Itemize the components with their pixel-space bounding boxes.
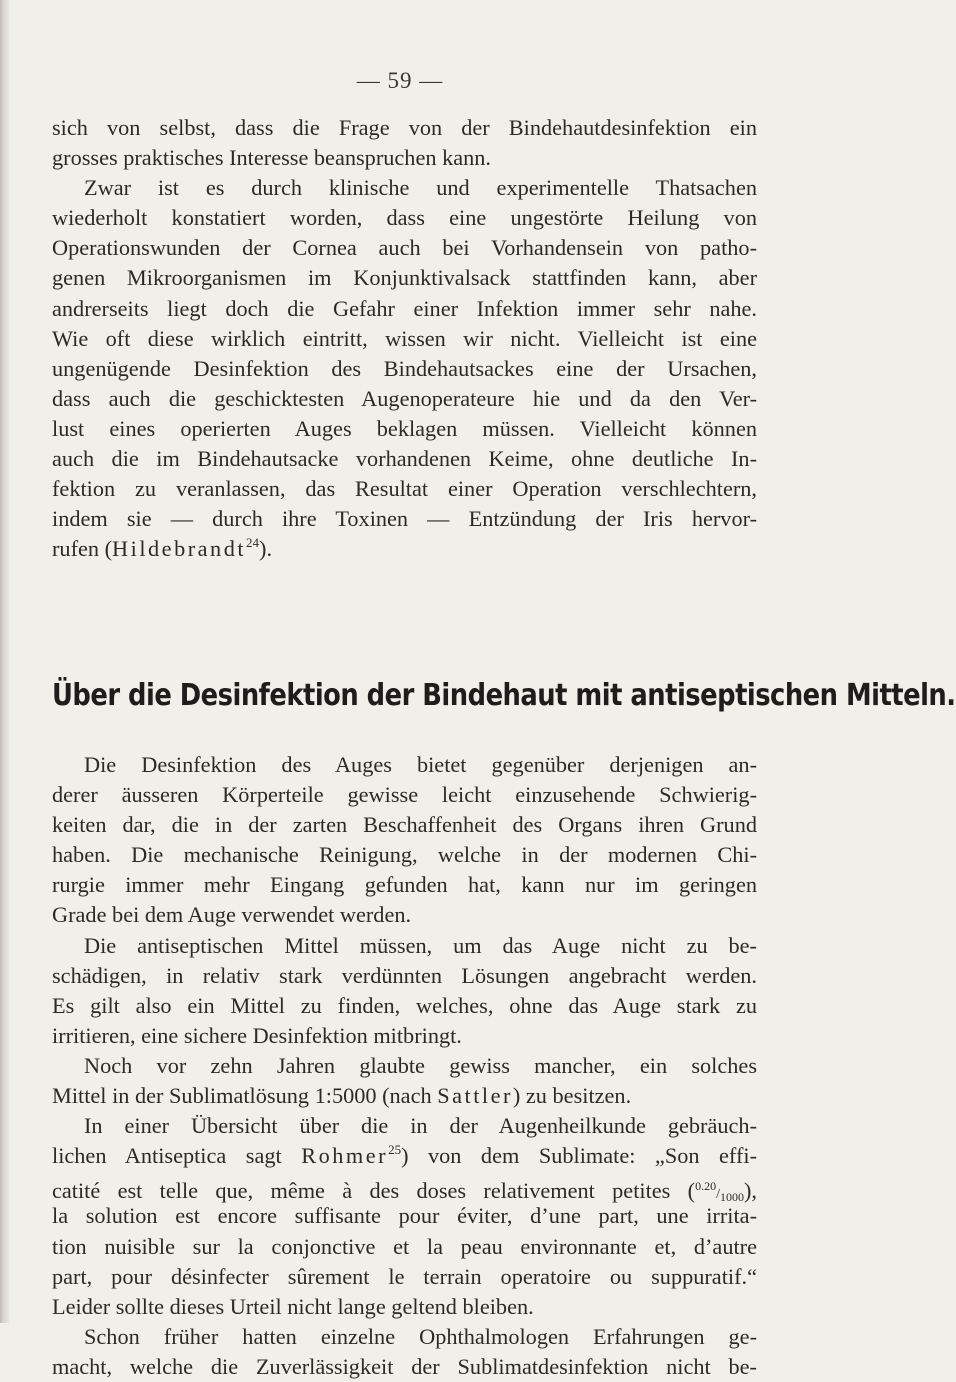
page-number: — 59 — xyxy=(356,68,444,93)
section-intro-text xyxy=(52,113,757,564)
author-name: Hildebrandt xyxy=(112,536,247,562)
author-name: Rohmer xyxy=(301,1143,389,1169)
text-line: haben. Die mechanische Reinigung, welche in der modernen Chi- xyxy=(52,842,757,868)
text-line: Operationswunden der Cornea auch bei Vorhandensein von patho- xyxy=(52,235,757,261)
text-line: schädigen, in relativ stark verdünnten Lösungen angebracht werden. xyxy=(52,962,757,988)
text-line: Noch vor zehn Jahren glaubte gewiss mancher, ein solches xyxy=(84,1052,757,1078)
text-line: Die Desinfektion des Auges bietet gegenüber derjenigen an- xyxy=(84,752,757,777)
text-line: Die antiseptischen Mittel müssen, um das Auge nicht zu be- xyxy=(84,932,757,958)
text-line: Es gilt also ein Mittel zu finden, welches, ohne das Auge stark zu xyxy=(52,992,757,1018)
text-fragment: ) von dem Sublimate: „Son effi- xyxy=(401,1143,757,1169)
text-line xyxy=(52,534,757,564)
fraction-denominator: 1000 xyxy=(720,1190,744,1205)
footnote-ref: 24 xyxy=(246,535,260,551)
text-line: indem sie — durch ihre Toxinen — Entzündung der Iris hervor- xyxy=(52,506,757,532)
text-fragment: ). xyxy=(259,536,273,562)
text-fragment: Mittel in der Sublimatlösung 1:5000 (nach xyxy=(52,1083,438,1109)
text-line: sich von selbst, dass die Frage von der Bindehautdesinfektion ein xyxy=(52,115,757,140)
text-line: Leider sollte dieses Urteil nicht lange geltend bleiben. xyxy=(52,1293,534,1319)
text-line: In einer Übersicht über die in der Augenheilkunde gebräuch- xyxy=(84,1113,757,1139)
text-fragment: ) zu besitzen. xyxy=(512,1083,632,1109)
text-line xyxy=(52,1081,757,1111)
text-line: dass auch die geschicktesten Augenoperateure hie und da den Ver- xyxy=(52,385,757,411)
text-line: genen Mikroorganismen im Konjunktivalsack stattfinden kann, aber xyxy=(52,265,757,291)
text-line: wiederholt konstatiert worden, dass eine ungestörte Heilung von xyxy=(52,205,757,231)
text-line: fektion zu veranlassen, das Resultat einer Operation verschlechtern, xyxy=(52,476,757,502)
text-line: lust eines operierten Auges beklagen müssen. Vielleicht können xyxy=(52,415,757,441)
page-edge-shadow xyxy=(0,0,10,1323)
text-line xyxy=(52,1171,757,1205)
text-line xyxy=(52,1141,757,1171)
text-line: keiten dar, die in der zarten Beschaffenheit des Organs ihren Grund xyxy=(52,812,757,838)
text-line: derer äusseren Körperteile gewisse leicht einzusehende Schwierig- xyxy=(52,782,757,808)
section-heading: Über die Desinfektion der Bindehaut mit antiseptischen Mitteln. xyxy=(52,678,956,713)
text-line: Wie oft diese wirklich eintritt, wissen wir nicht. Vielleicht ist eine xyxy=(52,325,757,351)
text-line: Schon früher hatten einzelne Ophthalmologen Erfahrungen ge- xyxy=(84,1323,757,1349)
text-line: auch die im Bindehautsacke vorhandenen Keime, ohne deutliche In- xyxy=(52,446,757,472)
text-fragment: lichen Antiseptica sagt xyxy=(52,1143,302,1169)
author-name: Sattler xyxy=(437,1083,513,1109)
text-line: la solution est encore suffisante pour éviter, d’une part, une irrita- xyxy=(52,1203,757,1229)
text-line: macht, welche die Zuverlässigkeit der Sublimatdesinfektion nicht be- xyxy=(52,1353,757,1379)
fraction-numerator: 0.20 xyxy=(695,1179,717,1194)
text-line: Zwar ist es durch klinische und experimentelle Thatsachen xyxy=(84,175,757,201)
text-fragment: ), xyxy=(744,1178,757,1204)
text-line: andrerseits liegt doch die Gefahr einer Infektion immer sehr nahe. xyxy=(52,295,757,321)
text-line: part, pour désinfecter sûrement le terrain operatoire ou suppuratif.“ xyxy=(52,1263,757,1289)
text-fragment: rufen ( xyxy=(52,536,113,562)
text-line: Grade bei dem Auge verwendet werden. xyxy=(52,902,412,928)
text-line: tion nuisible sur la conjonctive et la peau environnante et, d’autre xyxy=(52,1233,757,1259)
section-body-text xyxy=(52,750,757,1382)
fraction: 0.20/1000 xyxy=(695,1179,744,1205)
text-line: grosses praktisches Interesse beanspruchen kann. xyxy=(52,145,491,171)
text-line: ungenügende Desinfektion des Bindehautsackes eine der Ursachen, xyxy=(52,355,757,381)
text-fragment: catité est telle que, même à des doses relativement petites ( xyxy=(52,1178,696,1204)
text-line: irritieren, eine sichere Desinfektion mitbringt. xyxy=(52,1022,462,1048)
footnote-ref: 25 xyxy=(388,1142,402,1158)
text-line: rurgie immer mehr Eingang gefunden hat, kann nur im geringen xyxy=(52,872,757,898)
